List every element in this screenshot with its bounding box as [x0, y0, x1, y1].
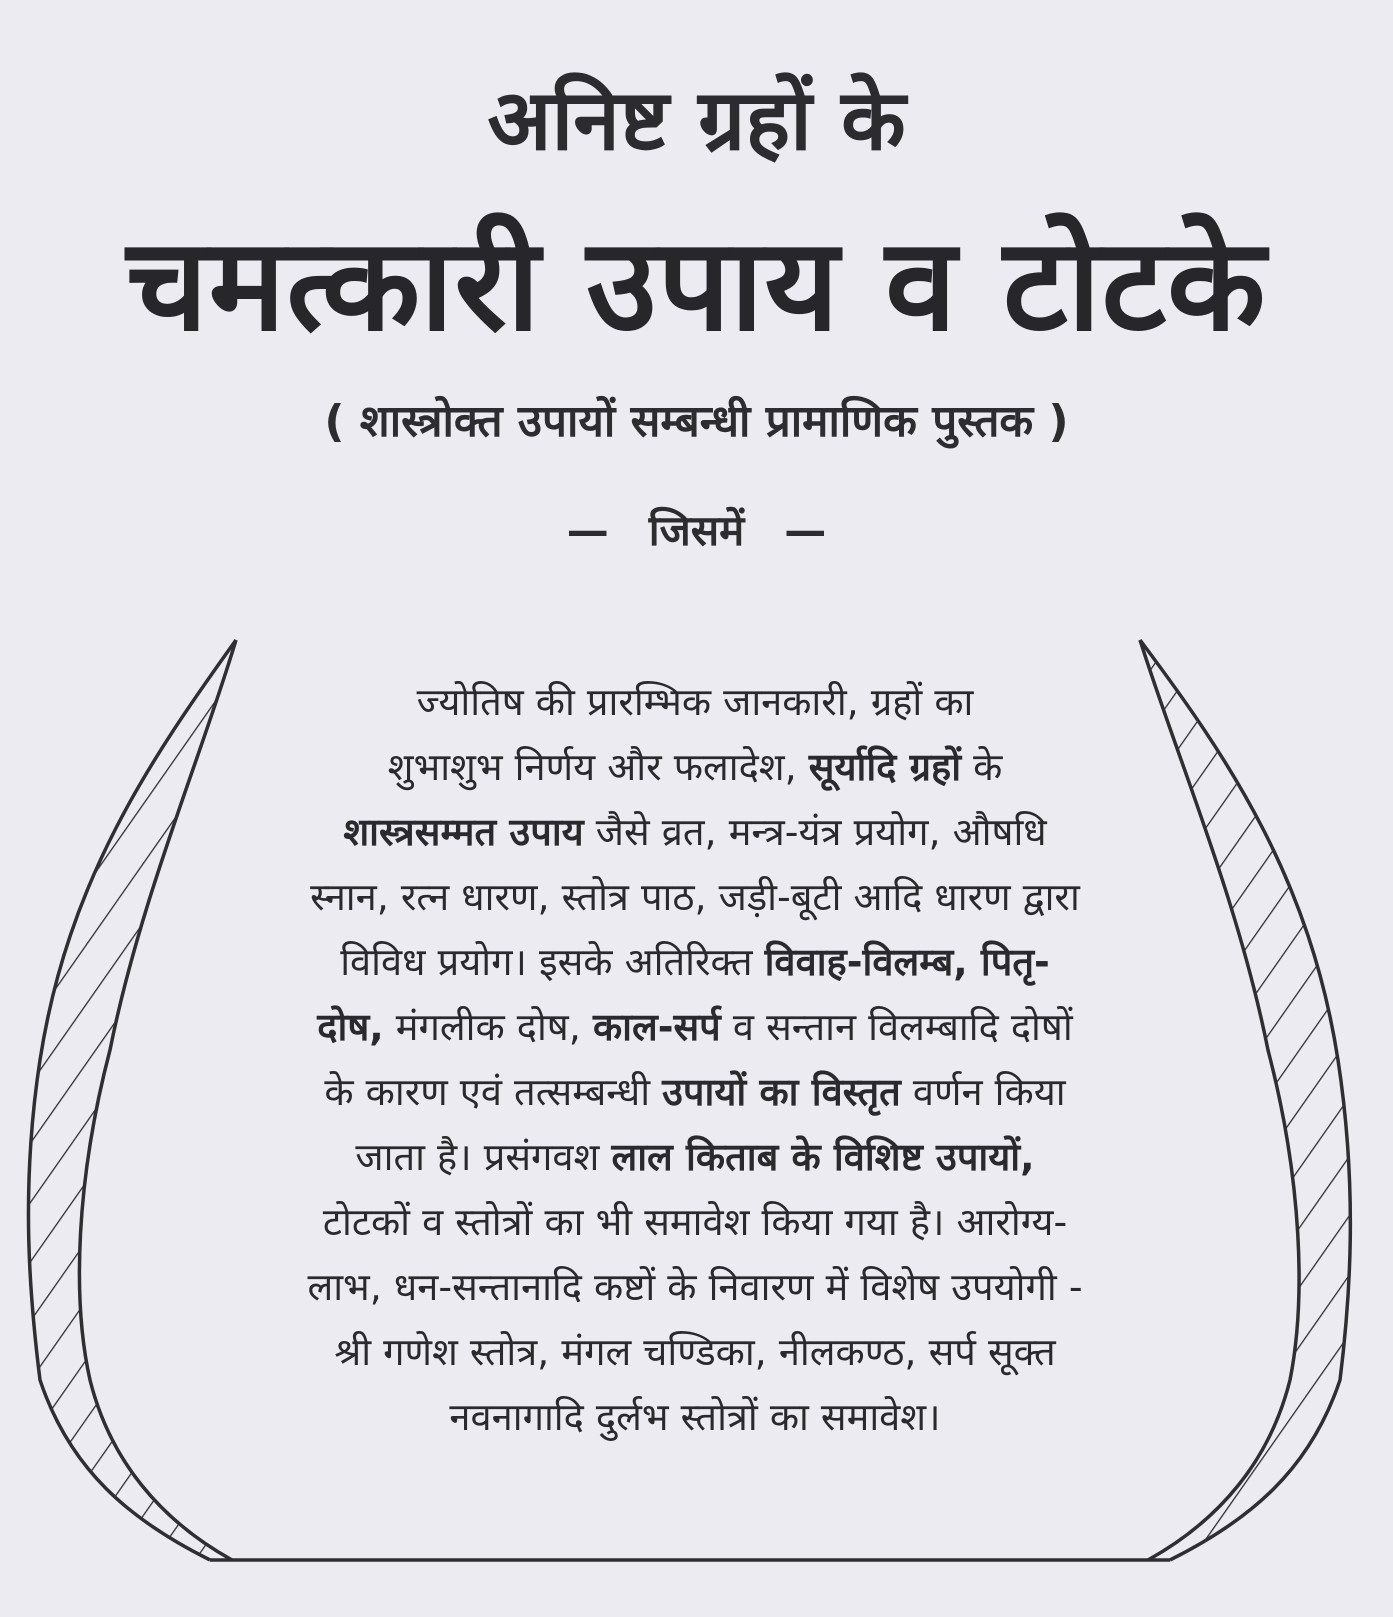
body-line-4: स्नान, रत्न धारण, स्तोत्र पाठ, जड़ी-बूटी आदि धारण द्वारा: [310, 875, 1080, 919]
bold-phrase: लाल किताब के विशिष्ट उपायों,: [611, 1135, 1035, 1179]
bold-phrase: सूर्यादि ग्रहों: [808, 745, 962, 789]
body-line-12: नवनागादि दुर्लभ स्तोत्रों का समावेश।: [449, 1395, 941, 1439]
body-line-1: ज्योतिष की प्रारम्भिक जानकारी, ग्रहों का: [416, 680, 974, 724]
body-line-10: लाभ, धन-सन्तानादि कष्टों के निवारण में विशेष उपयोगी -: [307, 1265, 1083, 1309]
title-top: अनिष्ट ग्रहों के: [487, 71, 906, 169]
bold-phrase: विवाह-विलम्ब, पितृ-: [764, 940, 1050, 984]
body-line-5: विविध प्रयोग। इसके अतिरिक्त विवाह-विलम्ब, पितृ-: [340, 940, 1050, 984]
body-line-7: के कारण एवं तत्सम्बन्धी उपायों का विस्तृत वर्णन किया: [324, 1070, 1066, 1114]
section-label-text: जिसमें: [648, 506, 745, 555]
body-line-8: जाता है। प्रसंगवश लाल किताब के विशिष्ट उपायों,: [355, 1135, 1035, 1179]
subtitle: ( शास्त्रोक्त उपायों सम्बन्धी प्रामाणिक पुस्तक ): [324, 396, 1069, 447]
body-line-11: श्री गणेश स्तोत्र, मंगल चण्डिका, नीलकण्ठ, सर्प सूक्त: [334, 1330, 1056, 1374]
body-line-6: दोष, मंगलीक दोष, काल-सर्प व सन्तान विलम्बादि दोषों: [317, 1005, 1073, 1049]
body-line-9: टोटकों व स्तोत्रों का भी समावेश किया गया है। आरोग्य-: [322, 1200, 1068, 1244]
description-paragraph: [140, 670, 1250, 1450]
bold-phrase: दोष,: [317, 1005, 384, 1049]
dash-right: —: [784, 506, 827, 555]
bold-phrase: उपायों का विस्तृत: [662, 1070, 901, 1114]
bold-phrase: काल-सर्प: [592, 1005, 721, 1049]
body-line-3: शास्त्रसम्मत उपाय जैसे व्रत, मन्त्र-यंत्र प्रयोग, औषधि: [343, 810, 1047, 854]
title-main: चमत्कारी उपाय व टोटके: [126, 211, 1267, 360]
dash-left: —: [566, 506, 609, 555]
body-line-2: शुभाशुभ निर्णय और फलादेश, सूर्यादि ग्रहों के: [387, 745, 1003, 789]
bold-phrase: शास्त्रसम्मत उपाय: [343, 810, 584, 854]
